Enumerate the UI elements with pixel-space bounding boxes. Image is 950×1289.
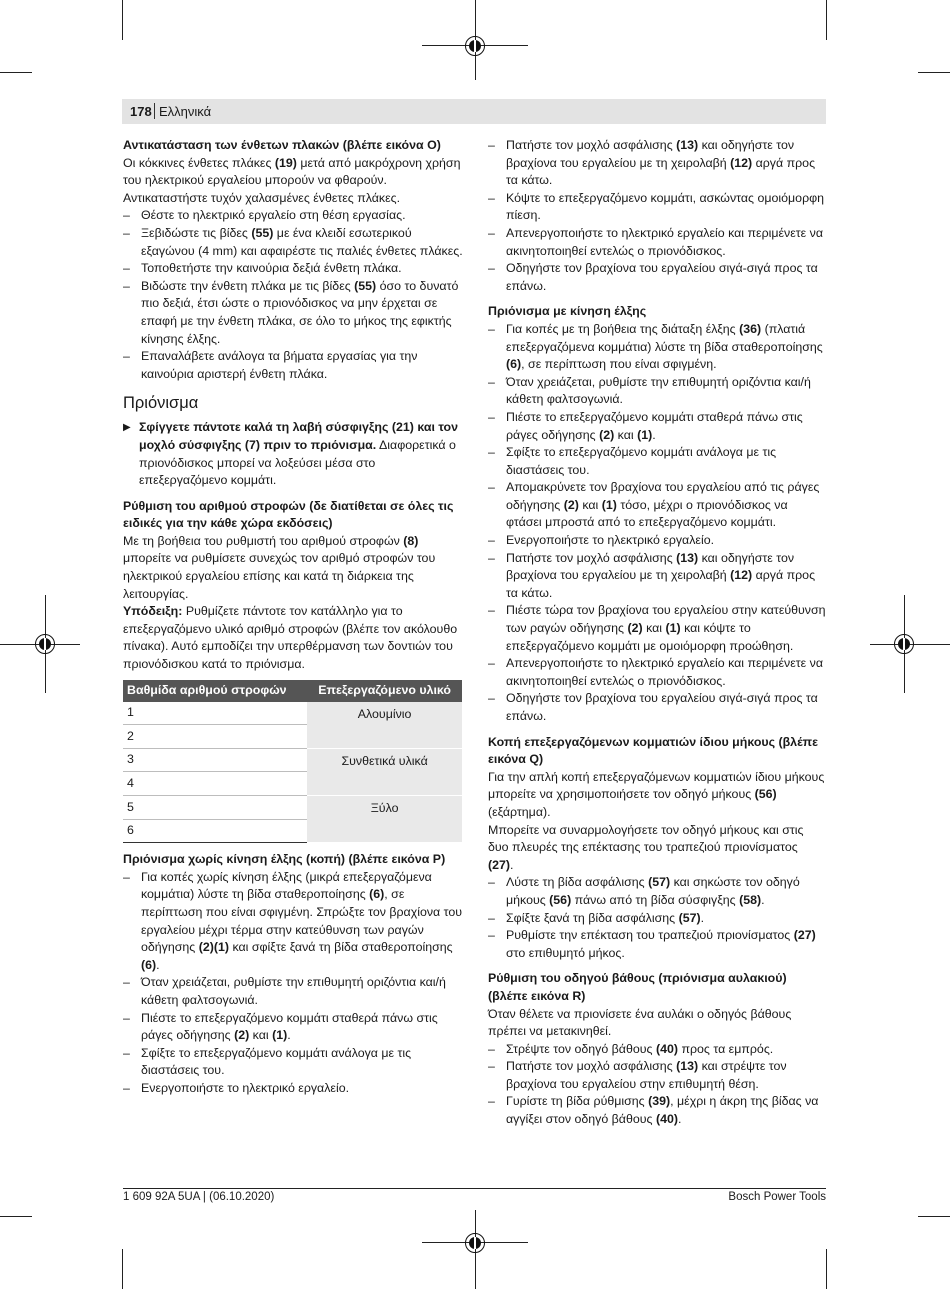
bold-text: (56) [754, 787, 777, 802]
paragraph: Αντικαταστήστε τυχόν χαλασμένες ένθετες πλάκες. [123, 190, 401, 205]
text-run: αργά προς τα κάτω. [506, 568, 816, 600]
list-item [488, 321, 826, 374]
list-item [488, 1058, 826, 1093]
table-row [123, 796, 462, 820]
list-item [123, 260, 463, 278]
speed-table [123, 680, 462, 844]
list-item [123, 348, 463, 383]
text-run: αργά προς τα κάτω. [506, 155, 816, 188]
text-run: στο επιθυμητό μήκος. [506, 945, 625, 960]
text-run: Πιέστε τώρα τον βραχίονα του εργαλείου στην κατεύθυνση των ραγών οδήγησης [506, 603, 826, 636]
section-heading: Αντικατάσταση των ένθετων πλακών (βλέπε εικόνα O) [123, 138, 441, 152]
text-run: Οδηγήστε τον βραχίονα του εργαλείου σιγά-σιγά προς τα επάνω. [506, 691, 818, 723]
bold-text: (40) [655, 1041, 678, 1056]
page-header-bar [122, 99, 826, 124]
list-item [488, 225, 826, 260]
text-run: προς τα εμπρός. [678, 1041, 774, 1056]
step-list [488, 137, 826, 295]
registration-mark-icon [465, 1233, 485, 1253]
text-run: Απομακρύνετε τον βραχίονα του εργαλείου από τις ράγες οδήγησης [506, 480, 820, 512]
table-row [123, 748, 462, 772]
crop-mark [826, 0, 827, 40]
list-item [488, 1041, 826, 1059]
text-run: και στρέψτε τον βραχίονα του εργαλείου στην επιθυμητή θέση. [506, 1059, 787, 1091]
text-run: Με τη βοήθεια του ρυθμιστή του αριθμού στροφών [123, 533, 404, 548]
bold-text: (1) [272, 1028, 288, 1043]
text-run: Όταν χρειάζεται, ρυθμίστε την επιθυμητή οριζόντια και/ή κάθετη φαλτσογωνιά. [506, 374, 811, 407]
bold-text: (6) [141, 957, 157, 972]
table-header: Βαθμίδα αριθμού στροφών [123, 680, 307, 702]
text-run: Ρυθμίστε την επέκταση του τραπεζιού πριονίσματος [506, 928, 794, 943]
registration-mark-icon [465, 36, 485, 56]
bold-text: Υπόδειξη: [123, 604, 183, 619]
text-run: όσο το δυνατό πιο δεξιά, έτσι ώστε ο πριονόδισκος να μην έρχεται σε επαφή με την ένθετη πλάκα, σε όλο το μήκος της εφικτής κίνησης έλξης. [141, 278, 459, 346]
text-run: και [642, 621, 666, 636]
text-run: και σηκώστε τον οδηγό μήκους [506, 875, 800, 907]
list-item [123, 869, 463, 975]
list-item [123, 1010, 463, 1045]
crop-mark [918, 72, 950, 73]
section-heading: Κοπή επεξεργαζόμενων κομματιών ίδιου μήκους (βλέπε εικόνα Q) [488, 734, 819, 767]
table-row [123, 702, 462, 725]
text-run: . [678, 1112, 682, 1127]
list-item [123, 278, 463, 348]
bold-text: (13) [676, 550, 699, 565]
text-run: Ρυθμίζετε πάντοτε τον κατάλληλο για το επεξεργαζόμενο υλικό αριθμό στροφών (βλέπε τον ακόλουθο πίνακα). Αυτό εμποδίζει την υπερθέρμανση των δοντιών του πριονόδισκου κατά το πριόνισμα. [123, 604, 458, 672]
step-list [488, 321, 826, 726]
left-column [123, 137, 463, 1098]
bold-text: (27) [793, 928, 816, 943]
crop-mark [918, 1216, 950, 1217]
text-run: . [652, 427, 656, 442]
table-cell: 1 [123, 702, 307, 725]
list-item [123, 225, 463, 260]
step-list [123, 869, 463, 1098]
text-run: Βιδώστε την ένθετη πλάκα με τις βίδες [141, 278, 355, 293]
text-run: Διαφορετικά ο πριονόδισκος μπορεί να λοξεύσει μέσα στο επεξεργαζόμενο κομμάτι. [139, 437, 456, 488]
text-run: πάνω από τη βίδα σύσφιγξης [571, 892, 740, 907]
bold-text: (2) [563, 497, 579, 512]
list-item [488, 910, 826, 928]
bold-text: (8) [403, 533, 419, 548]
section-heading: Ρύθμιση του οδηγού βάθους (πριόνισμα αυλακιού) (βλέπε εικόνα R) [488, 971, 787, 1003]
list-item [488, 927, 826, 962]
text-run: . [287, 1028, 291, 1043]
bold-text: (2) [627, 621, 643, 636]
note-paragraph [123, 603, 463, 673]
text-run: Γυρίστε τη βίδα ρύθμισης [506, 1094, 649, 1109]
crop-mark [0, 72, 32, 73]
table-cell: 2 [123, 725, 307, 749]
list-item [488, 137, 826, 190]
text-run: Σφίξτε το επεξεργαζόμενο κομμάτι ανάλογα με τις διαστάσεις του. [141, 1045, 412, 1078]
crop-mark [0, 1216, 32, 1217]
table-header: Επεξεργαζόμενο υλικό [307, 680, 462, 702]
bold-text: (1) [637, 427, 653, 442]
bold-text: (13) [676, 138, 699, 152]
crop-mark [826, 1249, 827, 1289]
text-run: Για κοπές χωρίς κίνηση έλξης (μικρά επεξεργαζόμενα κομμάτια) λύστε τη βίδα σταθεροποίησης [141, 869, 432, 902]
text-run: με ένα κλειδί εσωτερικού εξαγώνου (4 mm) και αφαιρέστε τις παλιές ένθετες πλάκες. [141, 225, 463, 258]
list-item [123, 974, 463, 1009]
text-run: Θέστε το ηλεκτρικό εργαλείο στη θέση εργασίας. [141, 208, 406, 223]
text-run: Λύστε τη βίδα ασφάλισης [506, 875, 649, 890]
text-run: Σφίξτε ξανά τη βίδα ασφάλισης [506, 910, 679, 925]
paragraph [488, 822, 826, 875]
list-item [488, 874, 826, 909]
text-run: Απενεργοποιήστε το ηλεκτρικό εργαλείο και περιμένετε να ακινητοποιηθεί εντελώς ο πριονόδισκος. [506, 225, 823, 258]
safety-warning [123, 419, 463, 489]
text-run: Μπορείτε να συναρμολογήσετε τον οδηγό μήκους και στις δυο πλευρές της επέκτασης του τραπεζιού πριονίσματος [488, 822, 804, 855]
bold-text: (40) [655, 1112, 678, 1127]
footer-rule [123, 1188, 826, 1189]
list-item [488, 260, 826, 295]
text-run: Για κοπές με τη βοήθεια της διάταξη έλξης [506, 321, 740, 336]
bold-text: (12) [730, 568, 753, 583]
section-heading: Πριόνισμα με κίνηση έλξης [488, 304, 647, 319]
paragraph [488, 769, 826, 822]
bold-text: (2) [599, 427, 615, 442]
text-run: (εξάρτημα). [488, 804, 551, 819]
text-run: . [510, 857, 514, 872]
list-item [488, 190, 826, 225]
list-item [123, 1080, 463, 1098]
crop-mark [122, 0, 123, 40]
table-cell: Αλουμίνιο [307, 702, 462, 749]
bold-text: (6) [369, 887, 385, 902]
step-list [488, 1041, 826, 1129]
step-list [123, 207, 463, 383]
text-run: Πατήστε τον μοχλό ασφάλισης [506, 1059, 677, 1074]
text-run: Όταν χρειάζεται, ρυθμίστε την επιθυμητή οριζόντια και/ή κάθετη φαλτσογωνιά. [141, 975, 446, 1007]
registration-mark-icon [35, 634, 55, 654]
bold-text: (39) [648, 1094, 671, 1109]
bold-text: (36) [739, 321, 762, 336]
right-column [488, 137, 826, 1129]
bold-text: (55) [251, 225, 274, 240]
list-item [488, 602, 826, 655]
text-run: Ενεργοποιήστε το ηλεκτρικό εργαλείο. [506, 533, 715, 548]
list-item [488, 655, 826, 690]
paragraph [123, 155, 463, 190]
bold-text: (27) [488, 857, 511, 872]
paragraph [123, 533, 463, 603]
page-language: Ελληνικά [159, 104, 212, 119]
list-item [488, 532, 826, 550]
step-list [488, 874, 826, 962]
text-run: και [249, 1028, 273, 1043]
section-heading: Πριόνισμα χωρίς κίνηση έλξης (κοπή) (βλέπε εικόνα P) [123, 852, 446, 867]
header-separator [154, 103, 155, 119]
text-run: Σφίξτε το επεξεργαζόμενο κομμάτι ανάλογα με τις διαστάσεις του. [506, 445, 777, 477]
text-run: , μέχρι η άκρη της βίδας να αγγίξει στον οδηγό βάθους [506, 1094, 819, 1127]
registration-mark-icon [894, 634, 914, 654]
bold-text: (56) [549, 892, 572, 907]
text-run: Κόψτε το επεξεργαζόμενο κομμάτι, ασκώντας ομοιόμορφη πίεση. [506, 190, 825, 223]
text-run: Απενεργοποιήστε το ηλεκτρικό εργαλείο και περιμένετε να ακινητοποιηθεί εντελώς ο πριονόδισκος. [506, 656, 823, 688]
text-run: και οδηγήστε τον βραχίονα του εργαλείου με τη χειρολαβή [506, 138, 795, 170]
table-cell: 4 [123, 772, 307, 796]
section-heading: Ρύθμιση του αριθμού στροφών (δε διατίθεται σε όλες τις ειδικές για την κάθε χώρα εκδόσεις) [123, 498, 454, 531]
table-cell: 3 [123, 748, 307, 772]
text-run: (πλατιά επεξεργαζόμενα κομμάτια) λύστε τη βίδα σταθεροποίησης [506, 321, 823, 354]
bold-text: (1) [601, 497, 617, 512]
bold-text: (2)(1) [198, 940, 230, 955]
text-run: και [578, 497, 602, 512]
list-item [488, 690, 826, 725]
list-item [488, 374, 826, 409]
chapter-heading: Πριόνισμα [123, 394, 199, 413]
text-run: Ξεβιδώστε τις βίδες [141, 225, 252, 240]
text-run: . [700, 910, 705, 925]
text-run: Για την απλή κοπή επεξεργαζόμενων κομματιών ίδιου μήκους μπορείτε να χρησιμοποιήσετε τον οδηγό μήκους [488, 769, 825, 802]
text-run: Πιέστε το επεξεργαζόμενο κομμάτι σταθερά πάνω στις ράγες οδήγησης [141, 1010, 438, 1043]
publisher-name: Bosch Power Tools [728, 1191, 826, 1203]
table-cell: 5 [123, 796, 307, 820]
page-number: 178 [130, 104, 152, 119]
bold-text: (57) [678, 910, 701, 925]
bold-text: (2) [234, 1028, 250, 1043]
text-run: Πατήστε τον μοχλό ασφάλισης [506, 550, 677, 565]
bold-text: (12) [730, 155, 753, 170]
bold-text: (57) [648, 875, 671, 890]
paragraph: Όταν θέλετε να πριονίσετε ένα αυλάκι ο οδηγός βάθους πρέπει να μετακινηθεί. [488, 1006, 792, 1039]
text-run: Ενεργοποιήστε το ηλεκτρικό εργαλείο. [141, 1080, 350, 1095]
text-run: Πατήστε τον μοχλό ασφάλισης [506, 138, 677, 152]
table-cell: Συνθετικά υλικά [307, 748, 462, 795]
text-run: Οι κόκκινες ένθετες πλάκες [123, 155, 275, 170]
text-run: . [156, 957, 160, 972]
text-run: και σφίξτε ξανά τη βίδα σταθεροποίησης [229, 940, 453, 955]
text-run: , σε περίπτωση που είναι σφιγμένη. [521, 357, 717, 372]
text-run: και οδηγήστε τον βραχίονα του εργαλείου με τη χειρολαβή [506, 550, 795, 583]
bold-text: (58) [739, 892, 762, 907]
table-cell: 6 [123, 819, 307, 843]
text-run: Οδηγήστε τον βραχίονα του εργαλείου σιγά-σιγά προς τα επάνω. [506, 261, 818, 293]
bold-text: Σφίγγετε πάντοτε καλά τη λαβή σύσφιγξης (21) και τον μοχλό σύσφιγξης (7) πριν το πριόνισμα. [139, 420, 459, 452]
bold-text: (19) [274, 155, 297, 170]
text-run: Στρέψτε τον οδηγό βάθους [506, 1041, 656, 1056]
list-item [488, 479, 826, 532]
list-item [488, 1093, 826, 1128]
text-run: μετά από μακρόχρονη χρήση του ηλεκτρικού εργαλείου μπορούν να φθαρούν. [123, 155, 461, 188]
list-item [123, 207, 463, 225]
table-header-row [123, 680, 462, 702]
list-item [488, 550, 826, 603]
text-run: μπορείτε να ρυθμίσετε συνεχώς τον αριθμό στροφών του ηλεκτρικού εργαλείου επίσης και κατά τη διάρκεια της λειτουργίας. [123, 551, 436, 601]
bold-text: (1) [665, 621, 681, 636]
table-cell: Ξύλο [307, 796, 462, 843]
text-run: τόσο, μέχρι ο πριονόδισκος να φτάσει μπροστά από το επεξεργαζόμενο κομμάτι. [506, 497, 788, 530]
text-run: Τοποθετήστε την καινούρια δεξιά ένθετη πλάκα. [141, 261, 402, 276]
list-item [123, 1045, 463, 1080]
crop-mark [122, 1249, 123, 1289]
text-run: Επαναλάβετε ανάλογα τα βήματα εργασίας για την καινούρια αριστερή ένθετη πλάκα. [141, 349, 418, 381]
list-item [488, 444, 826, 479]
bold-text: (55) [354, 278, 377, 293]
text-run: , σε περίπτωση που είναι σφιγμένη. Σπρώξτε τον βραχίονα του εργαλείου μέχρι τέρμα στην κατεύθυνση των ραγών οδήγησης [141, 887, 463, 955]
bold-text: (6) [506, 357, 522, 372]
text-run: και [614, 427, 638, 442]
text-run: και κόψτε το επεξεργαζόμενο κομμάτι με ομοιόμορφη προώθηση. [506, 621, 794, 653]
document-code: 1 609 92A 5UA | (06.10.2020) [123, 1191, 275, 1203]
bold-text: (13) [676, 1059, 699, 1074]
list-item [488, 409, 826, 444]
text-run: . [761, 892, 765, 907]
text-run: Πιέστε το επεξεργαζόμενο κομμάτι σταθερά πάνω στις ράγες οδήγησης [506, 409, 803, 442]
